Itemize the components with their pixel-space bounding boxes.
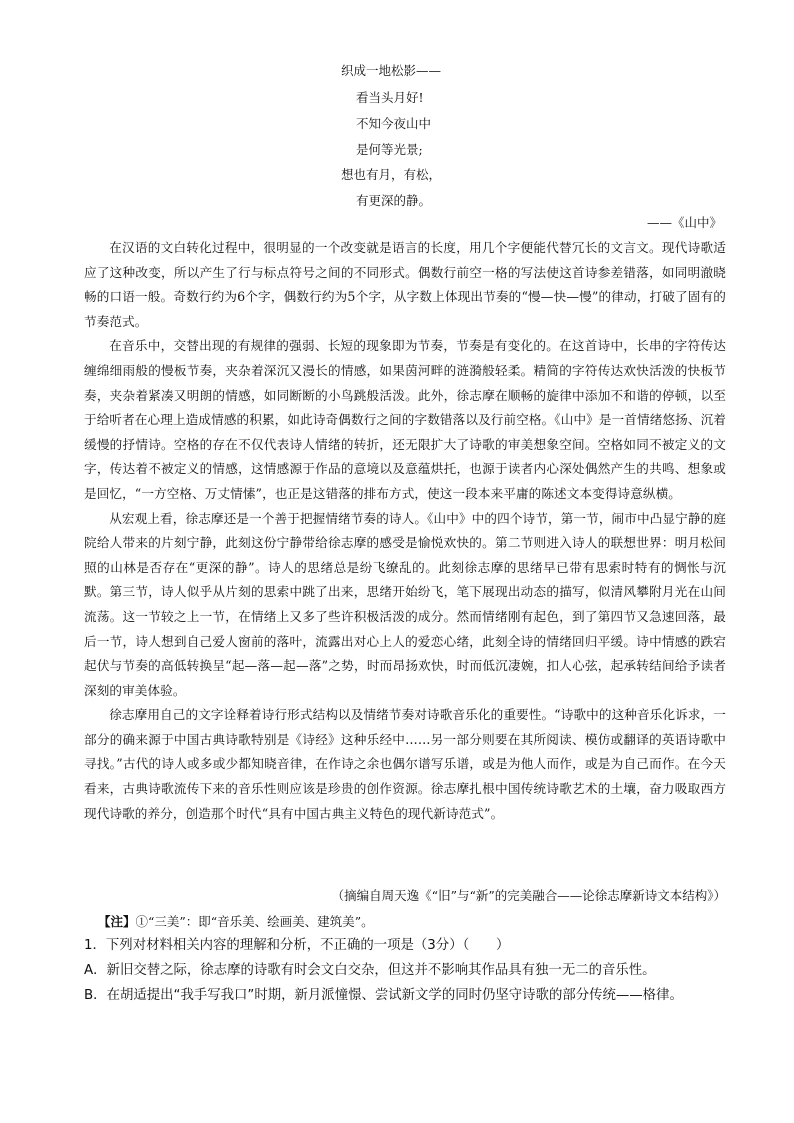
paragraph: 徐志摩用自己的文字诠释着诗行形式结构以及情绪节奏对诗歌音乐化的重要性。“诗歌中的这种音乐化诉求，一部分的确来源于中国古典诗歌特别是《诗经》这种乐经中……另一部分则要在其所阅读、模仿或翻译的英语诗歌中寻找。”古代的诗人或多或少都知晓音律，在作诗之余也偶尔谱写乐谱，或是为他人而作，或是为自己而作。在今天看来，古典诗歌流传下来的音乐性则应该是珍贵的创作资源。徐志摩扎根中国传统诗歌艺术的土壤，奋力吸取西方现代诗歌的养分，创造那个时代“具有中国古典主义特色的现代新诗范式”。 [84, 707, 726, 821]
poem-line: 不知今夜山中 [356, 116, 432, 131]
poem-line: 看当头月好! [356, 90, 424, 105]
footnote-text: ①“三美”：即“音乐美、绘画美、建筑美”。 [135, 914, 374, 929]
footnote-label: 【注】 [98, 914, 136, 929]
article-body [84, 236, 726, 826]
poem-line: 想也有月，有松， [341, 167, 442, 182]
paragraph: 从宏观上看，徐志摩还是一个善于把握情绪节奏的诗人。《山中》中的四个诗节，第一节，闹市中凸显宁静的庭院给人带来的片刻宁静，此刻这份宁静带给徐志摩的感受是愉悦欢快的。第二节则进入诗人的联想世界：明月松间照的山林是否存在“更深的静”。诗人的思绪总是纷飞缭乱的。此刻徐志摩的思绪早已带有思索时特有的惆怅与沉默。第三节，诗人似乎从片刻的思索中跳了出来，思绪开始纷飞，笔下展现出动态的描写，似清风攀附月光在山间流荡。这一节较之上一节，在情绪上又多了些许积极活泼的成分。然而情绪刚有起色，到了第四节又急速回落，最后一节，诗人想到自己爱人窗前的落叶，流露出对心上人的爱恋心绪，此刻全诗的情绪回归平缓。诗中情感的跌宕起伏与节奏的高低转换呈“起—落—起—落”之势，时而昂扬欢快，时而低沉凄婉，扣人心弦，起承转结间给予读者深刻的审美体验。 [84, 510, 726, 698]
source-citation: （摘编自周天逸《“旧”与“新”的完美融合——论徐志摩新诗文本结构》） [331, 888, 726, 903]
poem-line: 有更深的静。 [356, 193, 432, 208]
poem-line: 织成一地松影—— [341, 63, 442, 78]
paragraph: 在音乐中，交替出现的有规律的强弱、长短的现象即为节奏，节奏是有变化的。在这首诗中，长串的字符传达缠绵细雨般的慢板节奏，夹杂着深沉又漫长的情感，如果茵河畔的涟漪般轻柔。精简的字符传达欢快活泼的快板节奏，夹杂着紧凑又明朗的情感，如同断断的小鸟跳般活泼。此外，徐志摩在顺畅的旋律中添加不和谐的停顿，以至于给听者在心理上造成情感的积累，如此诗奇偶数行之间的字数错落以及行前空格。《山中》是一首情绪悠扬、沉着缓慢的抒情诗。空格的存在不仅代表诗人情绪的转折，还无限扩大了诗歌的审美想象空间。空格如同不被定义的文字，传达着不被定义的情感，这情感源于作品的意境以及意蕴烘托，也源于读者内心深处偶然产生的共鸣、想象或是回忆，“一方空格、万丈情愫”，也正是这错落的排布方式，使这一段本来平庸的陈述文本变得诗意纵横。 [84, 338, 726, 501]
question-option-b: B．在胡适提出“我手写我口”时期，新月派憧憬、尝试新文学的同时仍坚守诗歌的部分传统——格律。 [84, 988, 683, 1003]
poem-line: 是何等光景; [356, 142, 423, 157]
question-stem: 1．下列对材料相关内容的理解和分析，不正确的一项是（3分）（ ） [84, 938, 510, 953]
paragraph: 在汉语的文白转化过程中，很明显的一个改变就是语言的长度，用几个字便能代替冗长的文言文。现代诗歌适应了这种改变，所以产生了行与标点符号之间的不同形式。偶数行前空一格的写法使这首诗参差错落，如同明澈晓畅的口语一般。奇数行约为6个字，偶数行约为5个字，从字数上体现出节奏的“慢—快—慢”的律动，打破了固有的节奏范式。 [84, 240, 726, 329]
poem-attribution: ——《山中》 [646, 215, 722, 230]
question-option-a: A．新旧交替之际，徐志摩的诗歌有时会文白交杂，但这并不影响其作品具有独一无二的音乐性。 [84, 963, 656, 978]
footnote [98, 912, 374, 932]
